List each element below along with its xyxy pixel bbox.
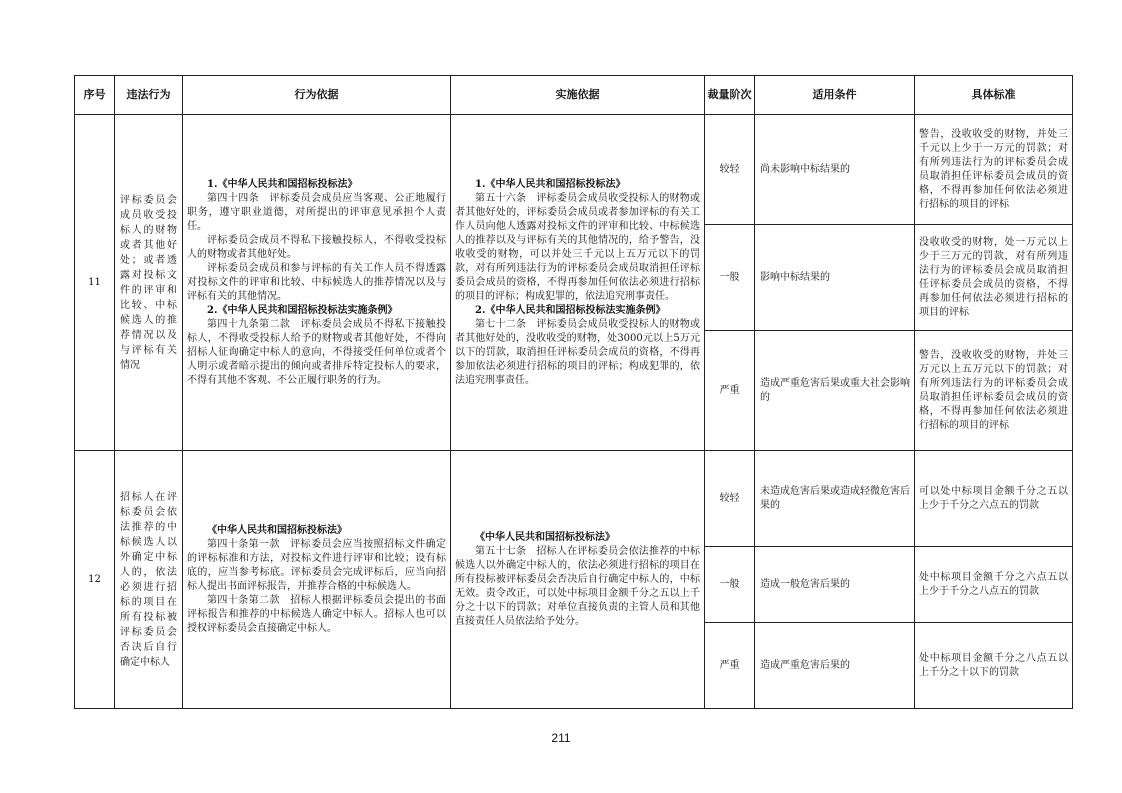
discretion-level: 较轻 bbox=[705, 451, 755, 547]
applicable-condition: 未造成危害后果或造成轻微危害后果的 bbox=[755, 451, 915, 547]
col-header-no: 序号 bbox=[75, 76, 115, 115]
applicable-condition: 影响中标结果的 bbox=[755, 225, 915, 331]
law-title: 《中华人民共和国招标投标法》 bbox=[207, 524, 347, 536]
law-clause: 第四十九条第二款 评标委员会成员不得私下接触投标人，不得收受投标人给予的财物或者其他好处，不得向招标人征询确定中标人的意向，不得接受任何单位或者个人明示或者暗示提出的倾向或者排斥特定投标人的要求，不得有其他不客观、不公正履行职务的行为。 bbox=[187, 318, 446, 386]
legal-basis bbox=[183, 451, 451, 709]
page-number: 211 bbox=[551, 731, 571, 745]
table-row bbox=[75, 115, 1073, 225]
law-title: 1.《中华人民共和国招标投标法》 bbox=[475, 178, 626, 190]
applicable-condition: 尚未影响中标结果的 bbox=[755, 115, 915, 225]
row-number: 11 bbox=[75, 115, 115, 451]
law-clause: 第五十六条 评标委员会成员收受投标人的财物或者其他好处的，评标委员会成员或者参加评标的有关工作人员向他人透露对投标文件的评审和比较、中标候选人的推荐以及与评标有关的其他情况的，给予警告，没收收受的财物，可以并处三千元以上五万元以下的罚款，对有所列违法行为的评标委员会成员取消担任评标委员会成员的资格，不得再参加任何依法必须进行招标的项目的评标；构成犯罪的，依法追究刑事责任。 bbox=[455, 192, 700, 302]
col-header-basis: 行为依据 bbox=[183, 76, 451, 115]
discretion-level: 严重 bbox=[705, 331, 755, 451]
violation-act: 评标委员会成员收受投标人的财物或者其他好处；或者透露对投标文件的评审和比较、中标候选人的推荐情况以及与评标有关情况 bbox=[115, 115, 183, 451]
col-header-impl: 实施依据 bbox=[451, 76, 705, 115]
law-clause: 第五十七条 招标人在评标委员会依法推荐的中标候选人以外确定中标人的，依法必须进行招标的项目在所有投标被评标委员会否决后自行确定中标人的，中标无效。责令改正，可以处中标项目金额千分之五以上千分之十以下的罚款；对单位直接负责的主管人员和其他直接责任人员依法给予处分。 bbox=[455, 545, 700, 627]
law-title: 2.《中华人民共和国招标投标法实施条例》 bbox=[475, 304, 666, 316]
penalty-standard: 警告，没收收受的财物，并处三万元以上五万元以下的罚款；对有所列违法行为的评标委员会成员取消担任评标委员会成员的资格，不得再参加任何依法必须进行招标的项目的评标 bbox=[915, 331, 1073, 451]
violation-act: 招标人在评标委员会依法推荐的中标候选人以外确定中标人的，依法必须进行招标的项目在所有投标被评标委员会否决后自行确定中标人 bbox=[115, 451, 183, 709]
law-clause: 评标委员会成员和参与评标的有关工作人员不得透露对投标文件的评审和比较、中标候选人的推荐情况以及与评标有关的其他情况。 bbox=[187, 262, 446, 302]
law-clause: 第四十四条 评标委员会成员应当客观、公正地履行职务，遵守职业道德，对所提出的评审意见承担个人责任。 bbox=[187, 192, 446, 232]
discretion-level: 严重 bbox=[705, 623, 755, 709]
law-clause: 第七十二条 评标委员会成员收受投标人的财物或者其他好处的，没收收受的财物，处3000元以上5万元以下的罚款，取消担任评标委员会成员的资格，不得再参加依法必须进行招标的项目的评标；构成犯罪的，依法追究刑事责任。 bbox=[455, 318, 700, 386]
discretion-level: 一般 bbox=[705, 225, 755, 331]
penalty-table bbox=[74, 75, 1073, 709]
header-row bbox=[75, 76, 1073, 115]
implementation-basis bbox=[451, 115, 705, 451]
col-header-std: 具体标准 bbox=[915, 76, 1073, 115]
applicable-condition: 造成一般危害后果的 bbox=[755, 547, 915, 623]
law-title: 1.《中华人民共和国招标投标法》 bbox=[207, 178, 358, 190]
col-header-cond: 适用条件 bbox=[755, 76, 915, 115]
penalty-standard: 处中标项目金额千分之八点五以上千分之十以下的罚款 bbox=[915, 623, 1073, 709]
penalty-standard: 警告，没收收受的财物，并处三千元以上少于一万元的罚款；对有所列违法行为的评标委员会成员取消担任评标委员会成员的资格，不得再参加任何依法必须进行招标的项目的评标 bbox=[915, 115, 1073, 225]
law-title: 2.《中华人民共和国招标投标法实施条例》 bbox=[207, 304, 398, 316]
law-clause: 第四十条第二款 招标人根据评标委员会提出的书面评标报告和推荐的中标候选人确定中标人。招标人也可以授权评标委员会直接确定中标人。 bbox=[187, 594, 446, 634]
discretion-level: 一般 bbox=[705, 547, 755, 623]
applicable-condition: 造成严重危害后果的 bbox=[755, 623, 915, 709]
law-clause: 评标委员会成员不得私下接触投标人，不得收受投标人的财物或者其他好处。 bbox=[187, 234, 446, 260]
legal-basis bbox=[183, 115, 451, 451]
table-row bbox=[75, 451, 1073, 547]
implementation-basis bbox=[451, 451, 705, 709]
penalty-standard: 没收收受的财物，处一万元以上少于三万元的罚款，对有所列违法行为的评标委员会成员取消担任评标委员会成员的资格，不得再参加任何依法必须进行招标的项目的评标 bbox=[915, 225, 1073, 331]
law-title: 《中华人民共和国招标投标法》 bbox=[475, 531, 615, 543]
row-number: 12 bbox=[75, 451, 115, 709]
applicable-condition: 造成严重危害后果或重大社会影响的 bbox=[755, 331, 915, 451]
col-header-act: 违法行为 bbox=[115, 76, 183, 115]
col-header-level: 裁量阶次 bbox=[705, 76, 755, 115]
penalty-standard: 处中标项目金额千分之六点五以上少于千分之八点五的罚款 bbox=[915, 547, 1073, 623]
discretion-level: 较轻 bbox=[705, 115, 755, 225]
law-clause: 第四十条第一款 评标委员会应当按照招标文件确定的评标标准和方法，对投标文件进行评审和比较；设有标底的，应当参考标底。评标委员会完成评标后，应当向招标人提出书面评标报告，并推荐合格的中标候选人。 bbox=[187, 538, 446, 592]
penalty-standard: 可以处中标项目金额千分之五以上少于千分之六点五的罚款 bbox=[915, 451, 1073, 547]
